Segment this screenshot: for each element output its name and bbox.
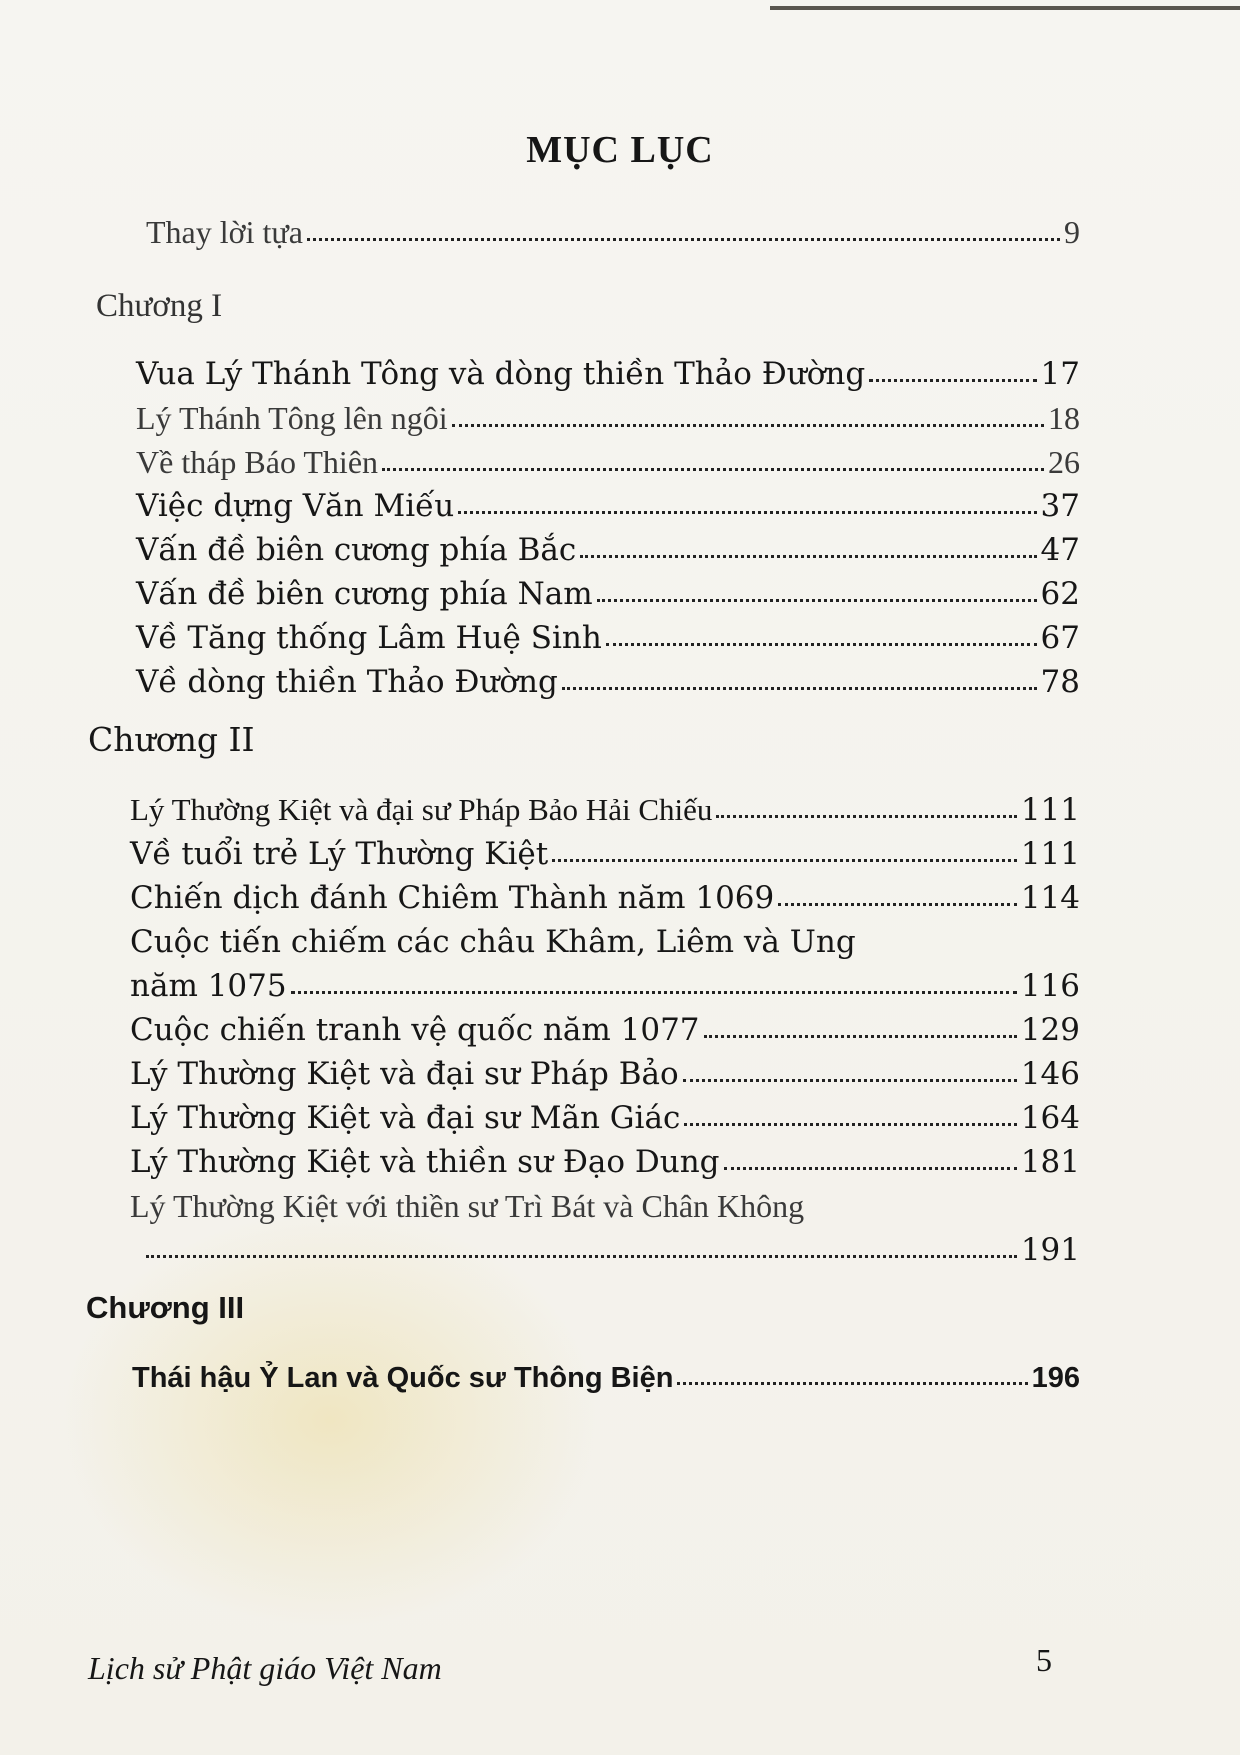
toc-entry-label: Về dòng thiền Thảo Đường bbox=[136, 664, 558, 700]
toc-entry bbox=[136, 444, 1080, 481]
toc-entry-page: 191 bbox=[1020, 1232, 1080, 1268]
toc-entry bbox=[130, 1144, 1080, 1180]
toc-entry-preface bbox=[146, 214, 1080, 251]
toc-entry-page: 111 bbox=[1020, 836, 1080, 872]
toc-entry bbox=[132, 1362, 1080, 1395]
toc-entry bbox=[136, 576, 1080, 612]
leader-dots bbox=[552, 837, 1017, 862]
toc-entry-page: 18 bbox=[1048, 400, 1080, 436]
toc-entry-page: 78 bbox=[1040, 664, 1080, 700]
leader-dots bbox=[704, 1013, 1017, 1038]
toc-entry-page: 47 bbox=[1040, 532, 1080, 568]
toc-entry-page: 164 bbox=[1020, 1100, 1080, 1136]
toc-entry bbox=[130, 880, 1080, 916]
toc-entry bbox=[136, 664, 1080, 700]
leader-dots bbox=[580, 533, 1036, 558]
toc-entry-label: Lý Thường Kiệt và đại sư Pháp Bảo bbox=[130, 1056, 679, 1092]
top-edge-rule bbox=[770, 6, 1240, 10]
toc-entry-page: 116 bbox=[1020, 968, 1080, 1004]
toc-entry-page: 26 bbox=[1048, 444, 1080, 480]
toc-entry-page: 181 bbox=[1020, 1144, 1080, 1180]
toc-entry-label: Thay lời tựa bbox=[146, 214, 303, 250]
leader-dots bbox=[452, 402, 1044, 427]
leader-dots bbox=[684, 1101, 1017, 1126]
page-title: MỤC LỤC bbox=[526, 129, 714, 171]
toc-entry-label: Lý Thánh Tông lên ngôi bbox=[136, 400, 448, 436]
leader-dots bbox=[597, 577, 1037, 602]
toc-entry-label: Lý Thường Kiệt và đại sư Mãn Giác bbox=[130, 1100, 681, 1136]
toc-entry-page: 9 bbox=[1064, 214, 1080, 250]
toc-entry-label: Lý Thường Kiệt và đại sư Pháp Bảo Hải Chiếu bbox=[130, 792, 713, 827]
toc-entry-page: 67 bbox=[1040, 620, 1080, 656]
leader-dots bbox=[683, 1057, 1017, 1082]
toc-entry-label: Chiến dịch đánh Chiêm Thành năm 1069 bbox=[130, 880, 775, 916]
toc-entry-label: năm 1075 bbox=[130, 968, 287, 1004]
toc-entry bbox=[146, 1232, 1080, 1268]
toc-entry-label: Vua Lý Thánh Tông và dòng thiền Thảo Đường bbox=[136, 356, 866, 392]
toc-entry bbox=[130, 792, 1080, 828]
toc-entry-label-line1: Cuộc tiến chiếm các châu Khâm, Liêm và Ung bbox=[130, 924, 856, 960]
toc-entry-label-line1: Lý Thường Kiệt với thiền sư Trì Bát và Chân Không bbox=[130, 1188, 805, 1224]
leader-dots bbox=[778, 881, 1017, 906]
leader-dots bbox=[677, 1360, 1027, 1385]
leader-dots bbox=[869, 357, 1036, 382]
leader-dots bbox=[562, 665, 1037, 690]
running-footer-title: Lịch sử Phật giáo Việt Nam bbox=[88, 1650, 442, 1686]
toc-entry-page: 62 bbox=[1040, 576, 1080, 612]
toc-entry-page: 129 bbox=[1020, 1012, 1080, 1048]
chapter-heading-2: Chương II bbox=[88, 720, 255, 759]
toc-entry-page: 111 bbox=[1020, 792, 1080, 828]
toc-entry bbox=[136, 356, 1080, 392]
toc-entry-label: Về tháp Báo Thiên bbox=[136, 444, 379, 480]
toc-entry bbox=[136, 400, 1080, 437]
leader-dots bbox=[458, 489, 1036, 514]
toc-entry bbox=[136, 488, 1080, 524]
leader-dots bbox=[382, 446, 1044, 471]
toc-entry-page: 17 bbox=[1040, 356, 1080, 392]
toc-entry-label: Lý Thường Kiệt và thiền sư Đạo Dung bbox=[130, 1144, 720, 1180]
leader-dots bbox=[291, 969, 1017, 994]
chapter-heading-3: Chương III bbox=[86, 1290, 245, 1325]
leader-dots bbox=[146, 1233, 1017, 1258]
leader-dots bbox=[716, 793, 1016, 818]
toc-entry-label: Vấn đề biên cương phía Nam bbox=[136, 576, 593, 612]
toc-entry bbox=[130, 836, 1080, 872]
leader-dots bbox=[307, 216, 1060, 241]
toc-entry-page: 37 bbox=[1040, 488, 1080, 524]
page-number: 5 bbox=[1036, 1642, 1052, 1678]
toc-entry bbox=[130, 968, 1080, 1004]
toc-entry-label: Việc dựng Văn Miếu bbox=[136, 488, 455, 524]
toc-entry bbox=[130, 1100, 1080, 1136]
toc-entry bbox=[136, 620, 1080, 656]
leader-dots bbox=[724, 1145, 1017, 1170]
toc-entry-page: 146 bbox=[1020, 1056, 1080, 1092]
toc-entry-page: 114 bbox=[1020, 880, 1080, 916]
toc-entry bbox=[130, 1056, 1080, 1092]
toc-entry-label: Về Tăng thống Lâm Huệ Sinh bbox=[136, 620, 602, 656]
toc-entry-label: Cuộc chiến tranh vệ quốc năm 1077 bbox=[130, 1012, 700, 1048]
toc-entry-page: 196 bbox=[1031, 1362, 1080, 1394]
toc-entry-label: Thái hậu Ỷ Lan và Quốc sư Thông Biện bbox=[132, 1362, 674, 1394]
toc-entry bbox=[136, 532, 1080, 568]
toc-entry bbox=[130, 1012, 1080, 1048]
toc-entry-label: Vấn đề biên cương phía Bắc bbox=[136, 532, 577, 568]
chapter-heading-1: Chương I bbox=[96, 288, 223, 324]
leader-dots bbox=[606, 621, 1037, 646]
toc-entry-label: Về tuổi trẻ Lý Thường Kiệt bbox=[130, 836, 549, 872]
